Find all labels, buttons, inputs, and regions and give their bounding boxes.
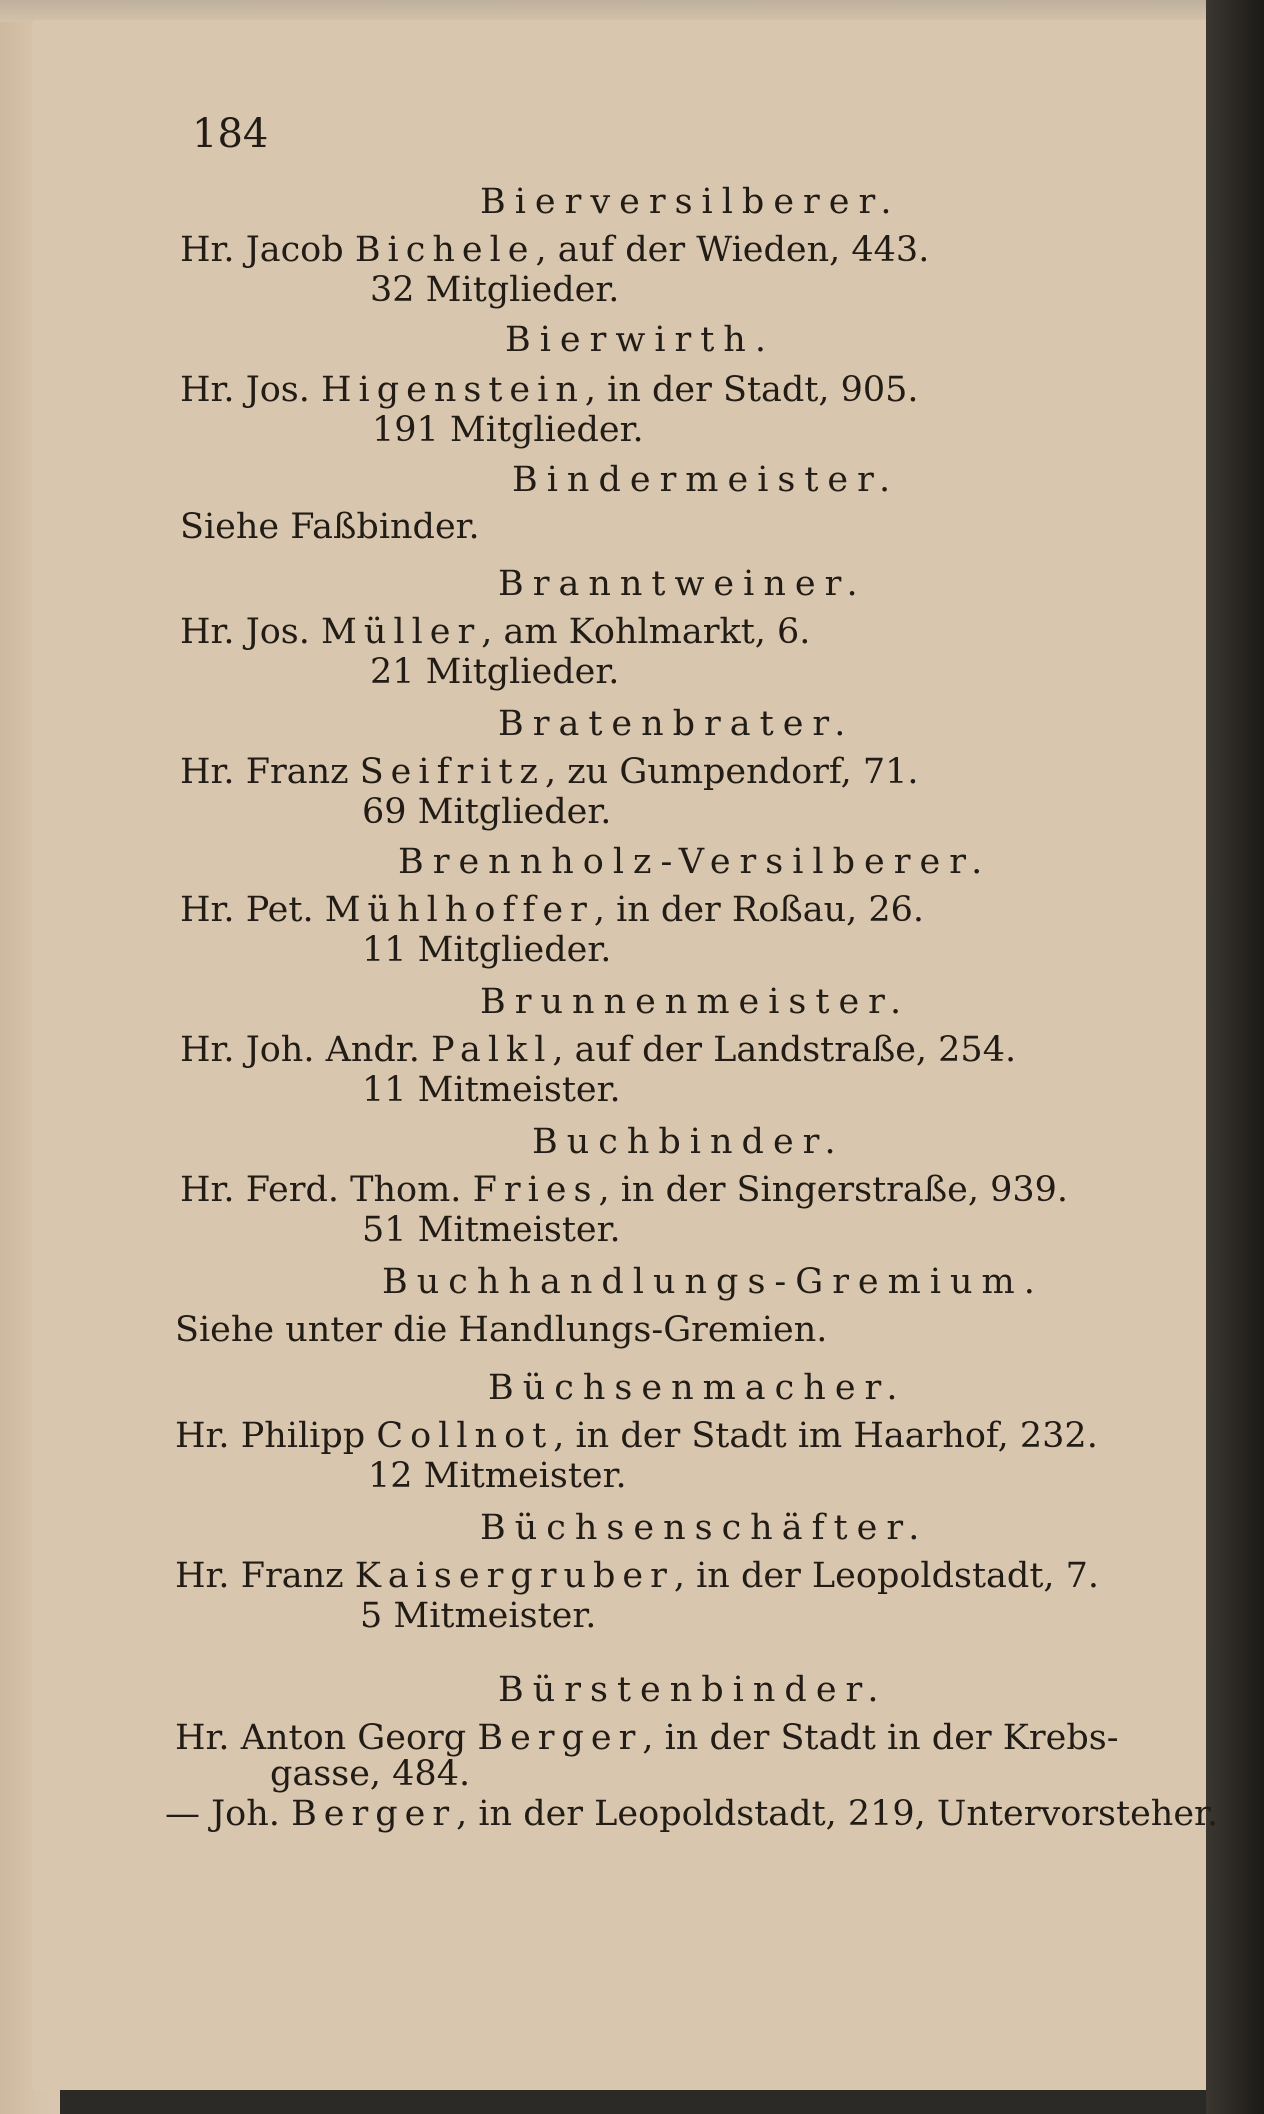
member-count: 69 Mitglieder.	[362, 792, 612, 832]
heading-bindermeister: Bindermeister.	[512, 460, 900, 500]
person-given: Philipp	[240, 1416, 366, 1456]
heading-buerstenbinder: Bürstenbinder.	[498, 1670, 888, 1710]
entry-person	[180, 368, 919, 412]
member-count: 12 Mitmeister.	[368, 1456, 627, 1496]
entry-person	[175, 1414, 1098, 1458]
cross-reference: Siehe unter die Handlungs-Gremien.	[175, 1310, 828, 1350]
heading-bierwirth: Bierwirth.	[505, 320, 775, 360]
person-address: , in der Leopoldstadt, 219, Untervorsteher.	[456, 1794, 1219, 1834]
entry-person	[180, 1168, 1068, 1212]
person-given: Jos.	[245, 370, 310, 410]
person-given: Ferd. Thom.	[245, 1170, 462, 1210]
person-surname: Berger	[477, 1718, 643, 1758]
entry-person	[180, 888, 924, 932]
person-address: , auf der Landstraße, 254.	[552, 1030, 1017, 1070]
person-address: , zu Gumpendorf, 71.	[544, 752, 919, 792]
ditto-dash: —	[165, 1794, 200, 1834]
member-count: 191 Mitglieder.	[372, 410, 644, 450]
heading-buchhandlungs-gremium: Buchhandlungs-Gremium.	[382, 1262, 1044, 1302]
person-prefix: Hr.	[180, 890, 235, 930]
cross-reference: Siehe Faßbinder.	[180, 507, 480, 547]
person-prefix: Hr.	[180, 370, 235, 410]
entry-person	[180, 610, 810, 654]
member-count: 5 Mitmeister.	[360, 1596, 597, 1636]
entry-person	[180, 750, 919, 794]
person-prefix: Hr.	[175, 1718, 230, 1758]
person-address: , auf der Wieden, 443.	[535, 230, 930, 270]
person-prefix: Hr.	[180, 752, 235, 792]
person-prefix: Hr.	[180, 230, 235, 270]
person-address: , in der Stadt im Haarhof, 232.	[553, 1416, 1098, 1456]
person-address: , in der Singerstraße, 939.	[598, 1170, 1069, 1210]
person-prefix: Hr.	[180, 1030, 235, 1070]
person-given: Joh. Andr.	[245, 1030, 420, 1070]
person-surname: Palkl	[430, 1030, 553, 1070]
entry-person	[180, 1028, 1016, 1072]
member-count: 32 Mitglieder.	[370, 270, 620, 310]
heading-buechsenmacher: Büchsenmacher.	[488, 1368, 907, 1408]
person-address: , am Kohlmarkt, 6.	[481, 612, 811, 652]
person-prefix: Hr.	[175, 1416, 230, 1456]
member-count: 11 Mitmeister.	[362, 1070, 621, 1110]
heading-brunnenmeister: Brunnenmeister.	[480, 982, 911, 1022]
person-surname: Fries	[472, 1170, 599, 1210]
person-prefix: Hr.	[175, 1556, 230, 1596]
entry-person	[180, 228, 929, 272]
member-count: 21 Mitglieder.	[370, 652, 620, 692]
member-count: 51 Mitmeister.	[362, 1210, 621, 1250]
entry-person	[175, 1554, 1099, 1598]
heading-branntweiner: Branntweiner.	[498, 564, 867, 604]
heading-bratenbrater: Bratenbrater.	[498, 704, 855, 744]
heading-brennholz-versilberer: Brennholz-Versilberer.	[398, 842, 992, 882]
person-surname: Collnot	[376, 1416, 554, 1456]
person-given: Pet.	[245, 890, 314, 930]
person-surname: Berger	[291, 1794, 457, 1834]
person-prefix: Hr.	[180, 612, 235, 652]
person-prefix: Hr.	[180, 1170, 235, 1210]
person-address: , in der Roßau, 26.	[593, 890, 925, 930]
person-address: , in der Stadt, 905.	[584, 370, 919, 410]
person-surname: Bichele	[354, 230, 536, 270]
person-surname: Mühlhoffer	[324, 890, 594, 930]
person-surname: Higenstein	[321, 370, 585, 410]
person-surname: Kaisergruber	[354, 1556, 674, 1596]
person-address: , in der Stadt in der Krebs-	[642, 1718, 1119, 1758]
person-given: Jos.	[245, 612, 310, 652]
entry-person	[165, 1792, 1218, 1836]
person-given: Jacob	[245, 230, 344, 270]
person-surname: Seifritz	[359, 752, 545, 792]
page-number: 184	[192, 111, 269, 157]
heading-buechsenschaefter: Büchsenschäfter.	[480, 1508, 929, 1548]
address-continuation: gasse, 484.	[270, 1754, 471, 1794]
person-given: Anton Georg	[240, 1718, 467, 1758]
person-given: Joh.	[211, 1794, 280, 1834]
heading-buchbinder: Buchbinder.	[532, 1122, 845, 1162]
heading-bierversilberer: Bierversilberer.	[480, 182, 901, 222]
person-given: Franz	[245, 752, 349, 792]
person-address: , in der Leopoldstadt, 7.	[673, 1556, 1100, 1596]
person-surname: Müller	[321, 612, 482, 652]
member-count: 11 Mitglieder.	[362, 930, 612, 970]
page-edge-top	[0, 0, 1264, 22]
person-given: Franz	[240, 1556, 344, 1596]
